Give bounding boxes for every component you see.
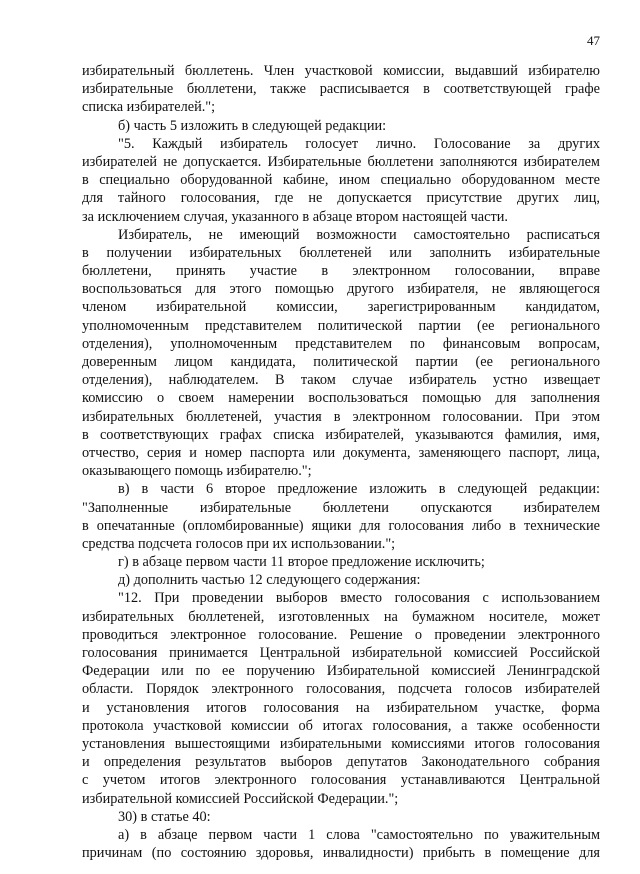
text-line: а) в абзаце первом части 1 слова "самостоятельно по уважительным — [118, 826, 600, 843]
text-line: доверенным лицом кандидата, политической партии (ее регионального — [82, 354, 600, 370]
text-line: Федерации или по ее поручению Избирательной комиссией Ленинградской — [82, 663, 600, 680]
text-line: отчество, серия и номер паспорта или документа, заменяющего паспорт, лица, — [82, 444, 600, 461]
text-line: и установления итогов голосования на избирательном участке, форма — [82, 699, 600, 716]
text-line: и определения результатов выборов депутатов Законодательного собрания — [82, 754, 600, 771]
text-line: избирательных бюллетеней, изготовленных на бумажном носителе, может — [82, 608, 600, 625]
text-line: в получении избирательных бюллетеней или заполнить избирательные — [82, 244, 600, 261]
text-line: голосования принимается Центральной избирательной комиссией Российской — [82, 645, 600, 661]
text-line: воспользоваться для этого помощью другого избирателя, не являющегося — [82, 281, 600, 298]
text-line: уполномоченным представителем политической партии (ее регионального — [82, 317, 600, 334]
text-line: причинам (по состоянию здоровья, инвалидности) прибыть в помещение для — [82, 845, 600, 862]
text-line: за исключением случая, указанного в абзаце втором настоящей части. — [82, 208, 508, 225]
text-line: в опечатанные (опломбированные) ящики для голосования либо в технические — [82, 517, 600, 534]
text-line: д) дополнить частью 12 следующего содержания: — [118, 572, 421, 589]
text-line: б) часть 5 изложить в следующей редакции: — [118, 117, 387, 134]
text-line: в специально оборудованной кабине, ином специально оборудованном месте — [82, 172, 600, 189]
text-line: "5. Каждый избиратель голосует лично. Голосование за других — [118, 135, 600, 152]
text-line: 30) в статье 40: — [118, 808, 211, 825]
text-line: г) в абзаце первом части 11 второе предложение исключить; — [118, 554, 485, 571]
text-line: избирательных бюллетеней, участия в электронном голосовании. При этом — [82, 408, 600, 425]
page-number: 47 — [587, 33, 600, 48]
text-line: протокола участковой комиссии об итогах голосования, а также особенности — [82, 717, 600, 734]
text-line: избирателей не допускается. Избирательные бюллетени заполняются избирателем — [82, 153, 600, 170]
text-line: отделения), уполномоченным представителем по финансовым вопросам, — [82, 335, 600, 352]
text-line: отделения), наблюдателем. В таком случае избиратель устно извещает — [82, 372, 600, 389]
text-line: Избиратель, не имеющий возможности самостоятельно расписаться — [118, 226, 600, 243]
text-line: с учетом итогов электронного голосования устанавливаются Центральной — [82, 772, 600, 789]
text-line: в) в части 6 второе предложение изложить в следующей редакции: — [118, 481, 600, 498]
text-line: области. Порядок электронного голосования, подсчета голосов избирателей — [82, 681, 600, 698]
document-body — [82, 62, 600, 862]
text-line: списка избирателей."; — [82, 99, 216, 116]
text-line: установления вышестоящими избирательными комиссиями итогов голосования — [82, 735, 600, 752]
text-line: избирательный бюллетень. Член участковой комиссии, выдавший избирателю — [82, 63, 600, 79]
text-line: проводиться электронное голосование. Решение о проведении электронного — [82, 626, 600, 643]
text-line: комиссию о своем намерении воспользоваться помощью для заполнения — [82, 390, 600, 407]
text-line: оказывающего помощь избирателю."; — [82, 463, 312, 480]
text-line: избирательные бюллетени, также расписывается в соответствующей графе — [82, 81, 600, 98]
text-line: бюллетени, принять участие в электронном голосовании, вправе — [82, 263, 600, 280]
text-line: членом избирательной комиссии, зарегистрированным кандидатом, — [82, 299, 600, 316]
text-line: "Заполненные избирательные бюллетени опускаются избирателем — [82, 499, 600, 516]
text-line: для тайного голосования, где не допускается присутствие других лиц, — [82, 190, 600, 207]
text-line: в соответствующих графах списка избирателей, указываются фамилия, имя, — [82, 426, 600, 443]
text-line: "12. При проведении выборов вместо голосования с использованием — [118, 590, 600, 607]
text-line: избирательной комиссией Российской Федерации."; — [82, 790, 399, 807]
text-line: средства подсчета голосов при их использовании."; — [82, 535, 396, 552]
